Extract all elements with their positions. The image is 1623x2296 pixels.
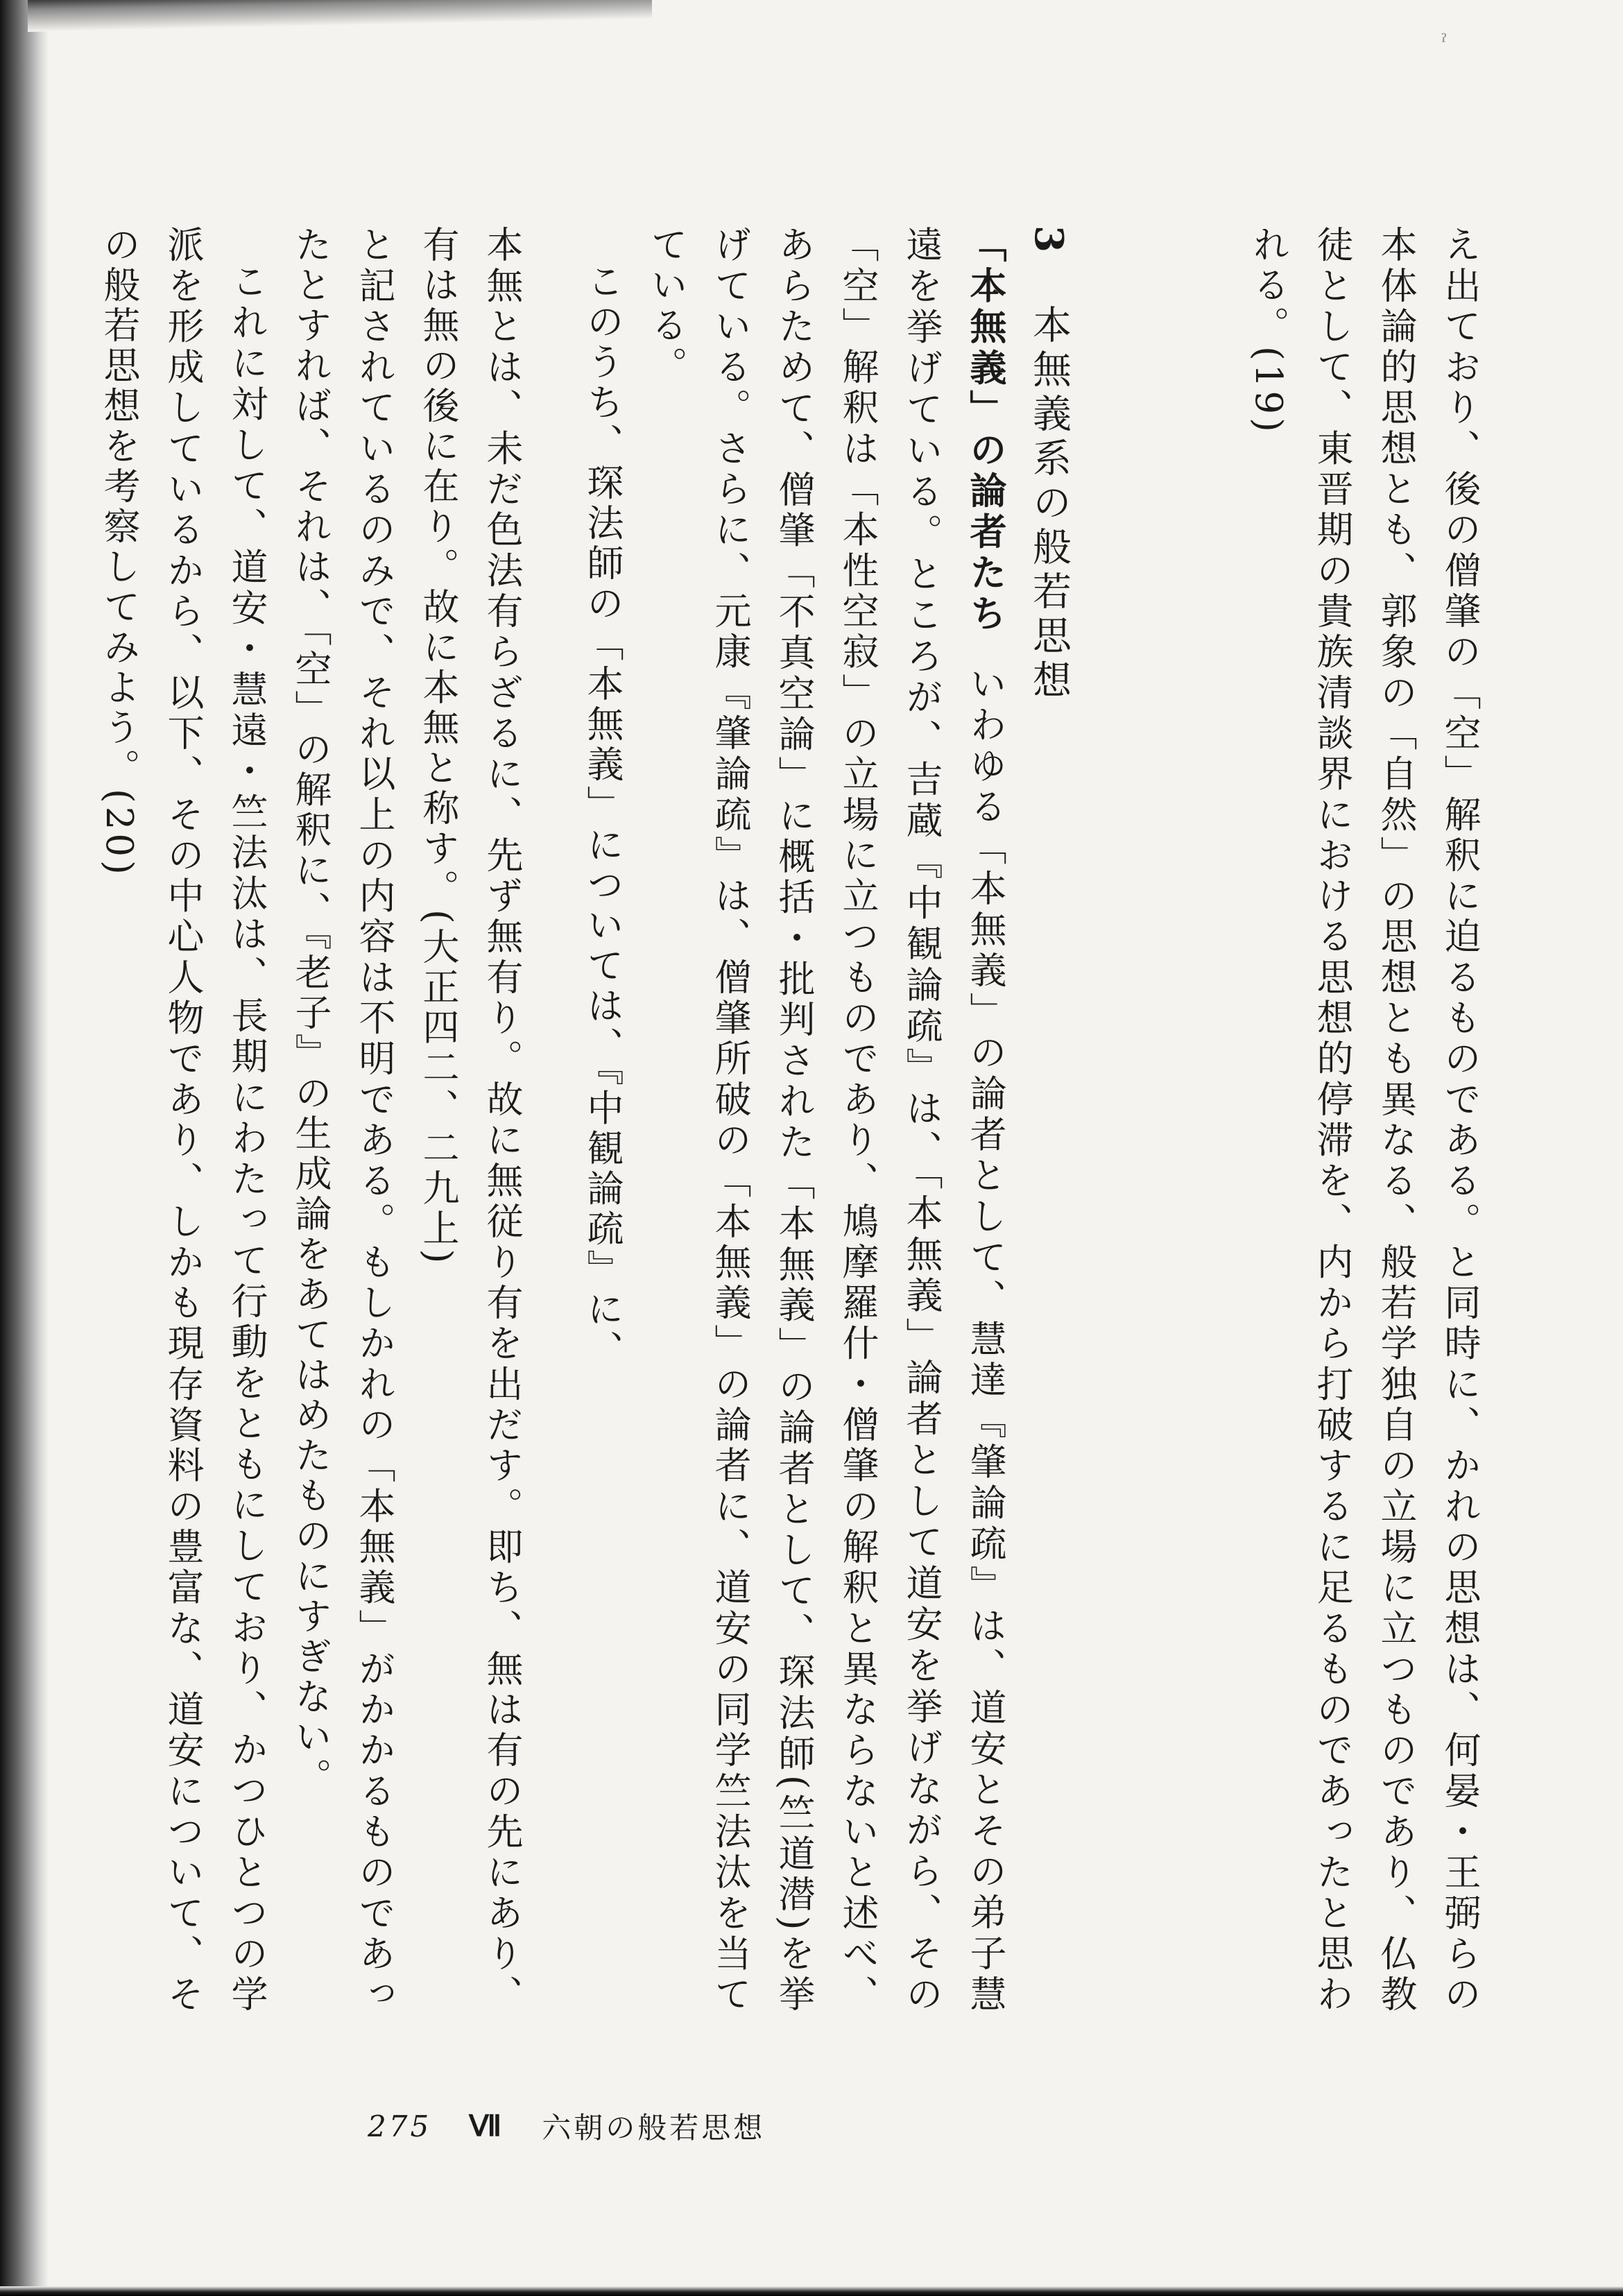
book-spine-shadow [0, 0, 49, 2296]
section-title: 本無義系の般若思想 [1027, 305, 1072, 705]
corner-mark: ˀ [1441, 31, 1448, 55]
block-quote: 本無とは、未だ色法有らざるに、先ず無有り。故に無従り有を出だす。即ち、無は有の先にあり、有は無の後に在り。故に本無と称す。(大正四二、二九上) [417, 225, 523, 2015]
paragraph [634, 225, 1017, 2015]
paragraph: このうち、琛法師の「本無義」については、『中観論疏』に、 [581, 262, 624, 1371]
page-footer [368, 2105, 765, 2147]
paragraph-text: いわゆる「本無義」の論者として、慧達『肇論疏』は、道安とその弟子慧遠を挙げている。ところが、吉蔵『中観論疏』は、「本無義」論者として道安を挙げながら、その「空」解釈は「本性空寂」の立場に立つものであり、鳩摩羅什・僧肇の解釈と異ならないと述べ、あらためて、僧肇「不真空論」に概括・批判された「本無義」の論者として、琛法師(竺道潜)を挙げている。さらに、元康『肇論疏』は、僧肇所破の「本無義」の論者に、道安の同学竺法汰を当てている。 [645, 225, 1006, 2016]
vertical-body-text [98, 225, 1491, 2016]
paragraph: これに対して、道安・慧遠・竺法汰は、長期にわたって行動をともにしており、かつひとつの学派を形成しているから、以下、その中心人物であり、しかも現存資料の豊富な、道安について、その般若思想を考察してみよう。(20) [98, 225, 268, 2015]
page-top-edge-shadow [28, 0, 652, 32]
paragraph-continued: え出ており、後の僧肇の「空」解釈に迫るものである。と同時に、かれの思想は、何晏・王弼らの本体論的思想とも、郭象の「自然」の思想とも異なる、般若学独自の立場に立つものであり、仏教徒として、東晋期の貴族清談界における思想的停滞を、内から打破するに足るものであったと思われる。(19) [1247, 225, 1481, 2015]
section-number: 3 [1026, 225, 1072, 258]
page-bottom-edge-shadow [0, 2286, 1623, 2296]
chapter-numeral: Ⅶ [469, 2111, 505, 2143]
subheading: 「本無義」の論者たち [964, 225, 1006, 635]
paragraph: と記されているのみで、それ以上の内容は不明である。もしかれの「本無義」がかかるものであったとすれば、それは、「空」の解釈に、『老子』の生成論をあてはめたものにすぎない。 [289, 225, 395, 2015]
page-number: 275 [368, 2109, 432, 2143]
chapter-title: 六朝の般若思想 [542, 2111, 766, 2145]
section-heading [1017, 225, 1081, 1951]
